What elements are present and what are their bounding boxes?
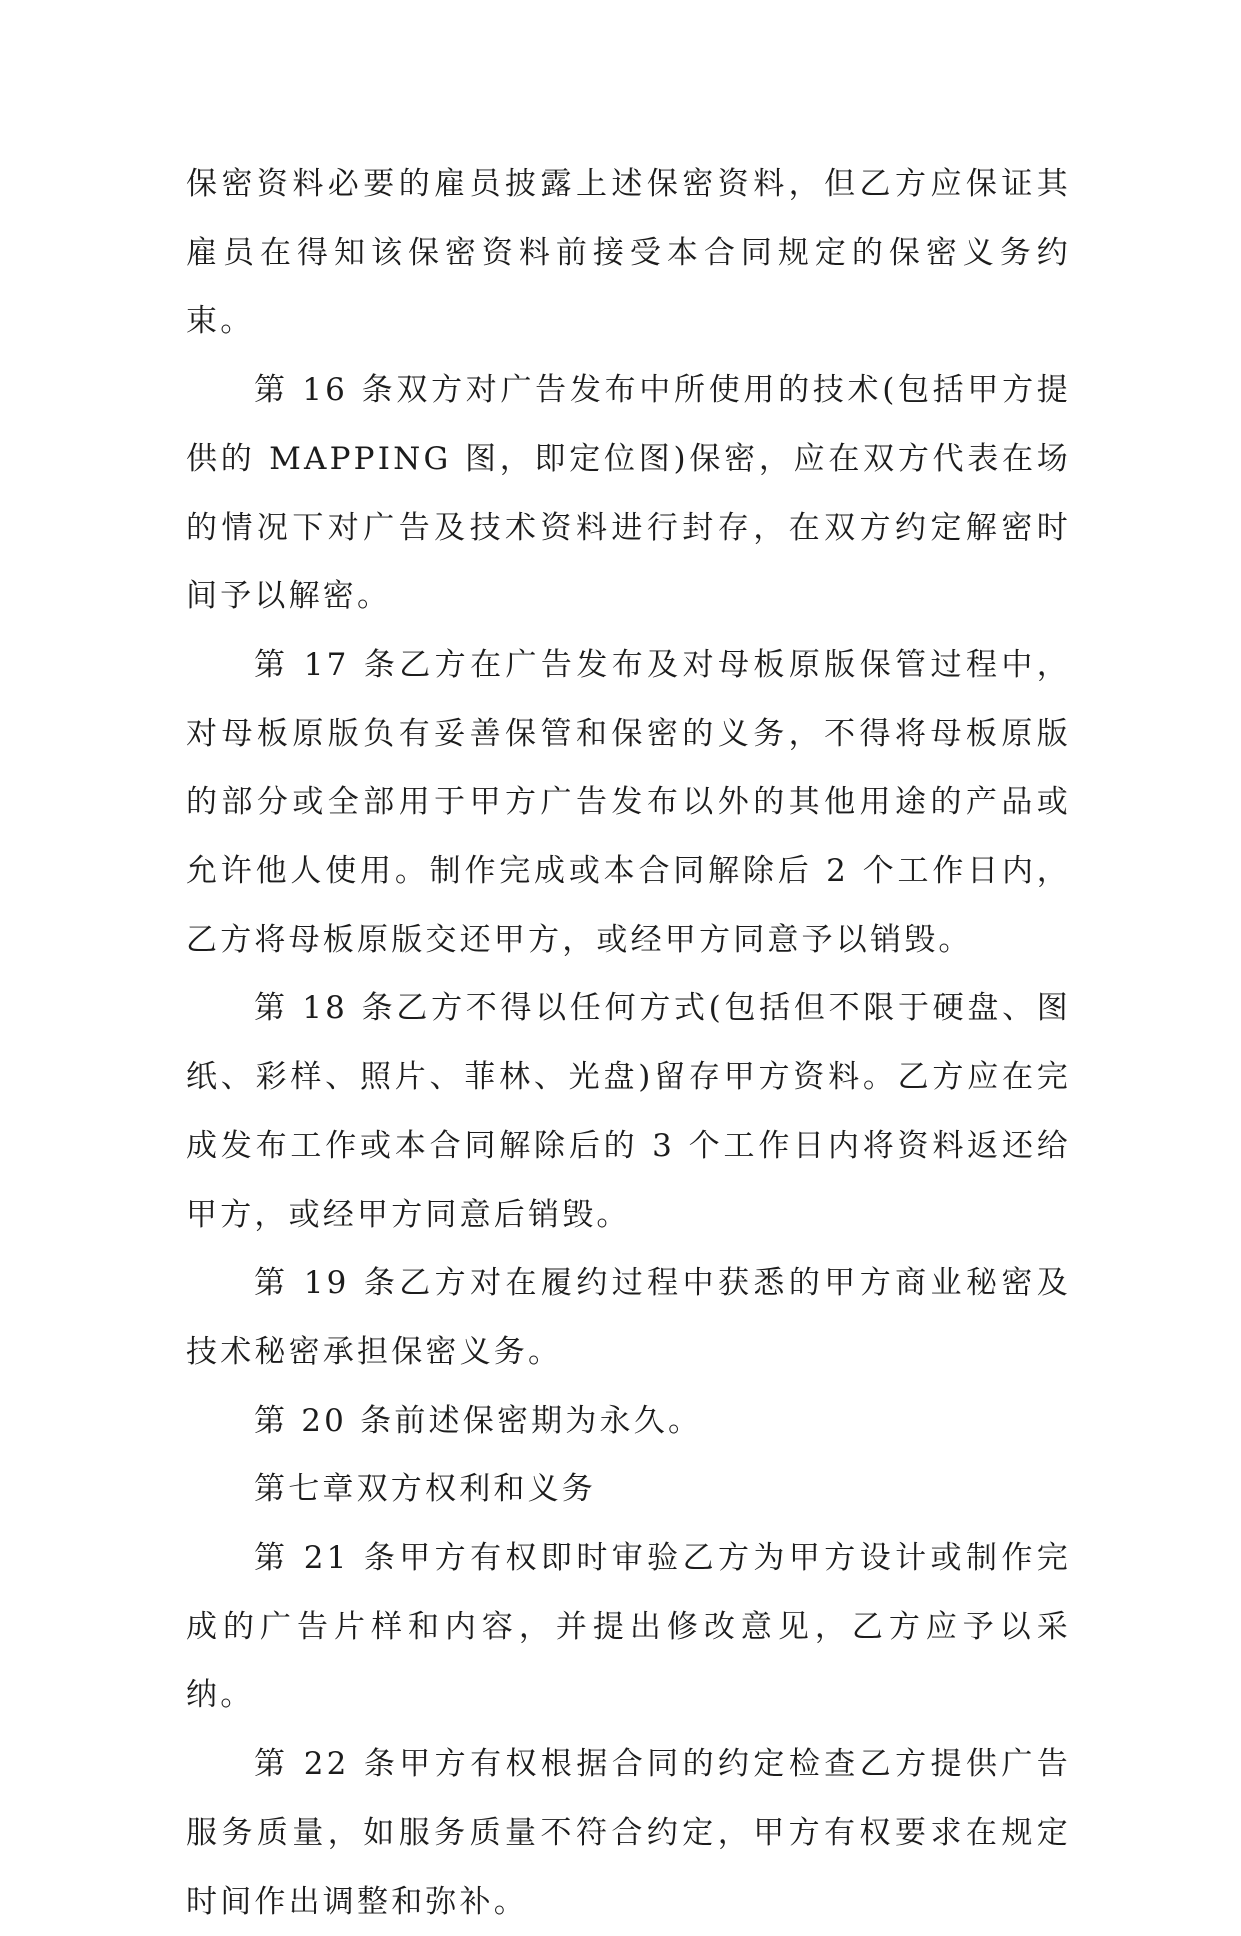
paragraph-article-20: 第 20 条前述保密期为永久。 bbox=[254, 1402, 703, 1439]
paragraph-continuation: 保密资料必要的雇员披露上述保密资料，但乙方应保证其雇员在得知该保密资料前接受本合同规定的保密义务约束。 bbox=[186, 166, 1071, 340]
document-body bbox=[186, 150, 1071, 1936]
paragraph-article-17: 第 17 条乙方在广告发布及对母板原版保管过程中，对母板原版负有妥善保管和保密的义务，不得将母板原版的部分或全部用于甲方广告发布以外的其他用途的产品或允许他人使用。制作完成或本合同解除后 2 个工作日内，乙方将母板原版交还甲方，或经甲方同意予以销毁。 bbox=[186, 646, 1071, 958]
paragraph-article-21: 第 21 条甲方有权即时审验乙方为甲方设计或制作完成的广告片样和内容，并提出修改意见，乙方应予以采纳。 bbox=[186, 1540, 1071, 1714]
paragraph-article-18: 第 18 条乙方不得以任何方式(包括但不限于硬盘、图纸、彩样、照片、菲林、光盘)留存甲方资料。乙方应在完成发布工作或本合同解除后的 3 个工作日内将资料返还给甲方，或经甲方同意后销毁。 bbox=[186, 990, 1071, 1233]
paragraph-article-16: 第 16 条双方对广告发布中所使用的技术(包括甲方提供的 MAPPING 图，即定位图)保密，应在双方代表在场的情况下对广告及技术资料进行封存，在双方约定解密时间予以解密。 bbox=[186, 372, 1071, 615]
paragraph-article-19: 第 19 条乙方对在履约过程中获悉的甲方商业秘密及技术秘密承担保密义务。 bbox=[186, 1265, 1071, 1370]
paragraph-article-22: 第 22 条甲方有权根据合同的约定检查乙方提供广告服务质量，如服务质量不符合约定，甲方有权要求在规定时间作出调整和弥补。 bbox=[186, 1746, 1071, 1920]
chapter-heading: 第七章双方权利和义务 bbox=[254, 1471, 596, 1508]
